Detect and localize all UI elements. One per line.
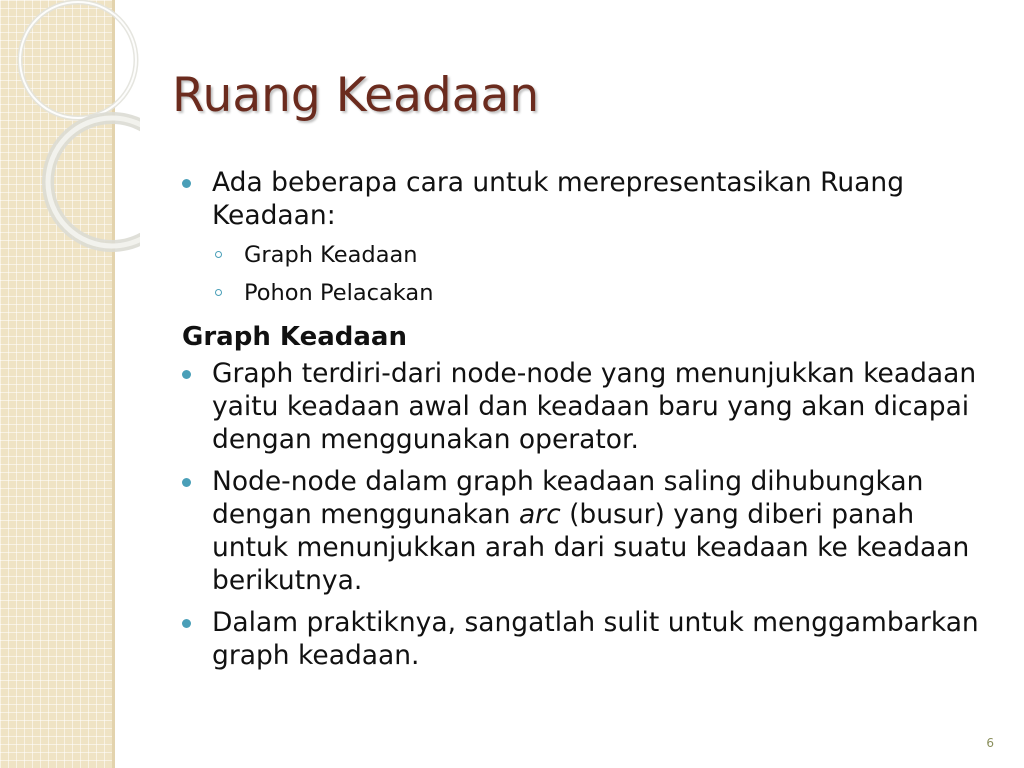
bullet-dot-icon	[182, 619, 191, 628]
bullet-ring-icon	[215, 289, 222, 296]
bullet-ring-icon	[215, 251, 222, 258]
bullet-item	[182, 606, 982, 672]
bullet-text: Dalam praktiknya, sangatlah sulit untuk menggambarkan graph keadaan.	[212, 607, 979, 671]
sub-bullet-item	[182, 279, 982, 307]
section-subheading: Graph Keadaan	[182, 322, 407, 352]
bullet-dot-icon	[182, 370, 191, 379]
page-title: Ruang Keadaan	[172, 68, 540, 123]
decorative-rings-icon	[0, 0, 140, 260]
bullet-text: Ada beberapa cara untuk merepresentasikan Ruang Keadaan:	[212, 167, 905, 231]
bullet-text: Graph terdiri-dari node-node yang menunjukkan keadaan yaitu keadaan awal dan keadaan baru yang akan dicapai dengan menggunakan operator.	[212, 358, 977, 455]
sub-bullet-text: Graph Keadaan	[244, 242, 418, 268]
italic-term: arc	[518, 499, 561, 530]
bullet-dot-icon	[182, 179, 191, 188]
slide-content	[182, 166, 982, 681]
bullet-item	[182, 166, 982, 232]
bullet-item	[182, 465, 982, 597]
bullet-text-part: (busur) yang diberi panah untuk menunjukkan arah dari suatu keadaan ke keadaan berikutnya.	[212, 499, 970, 596]
bullet-dot-icon	[182, 478, 191, 487]
sub-bullet-text: Pohon Pelacakan	[244, 280, 434, 306]
page-number: 6	[986, 736, 994, 750]
bullet-item	[182, 357, 982, 456]
bullet-text-part: Node-node dalam graph keadaan saling dihubungkan dengan menggunakan	[212, 466, 924, 530]
bullet-text	[212, 466, 969, 596]
sub-bullet-item	[182, 241, 982, 269]
